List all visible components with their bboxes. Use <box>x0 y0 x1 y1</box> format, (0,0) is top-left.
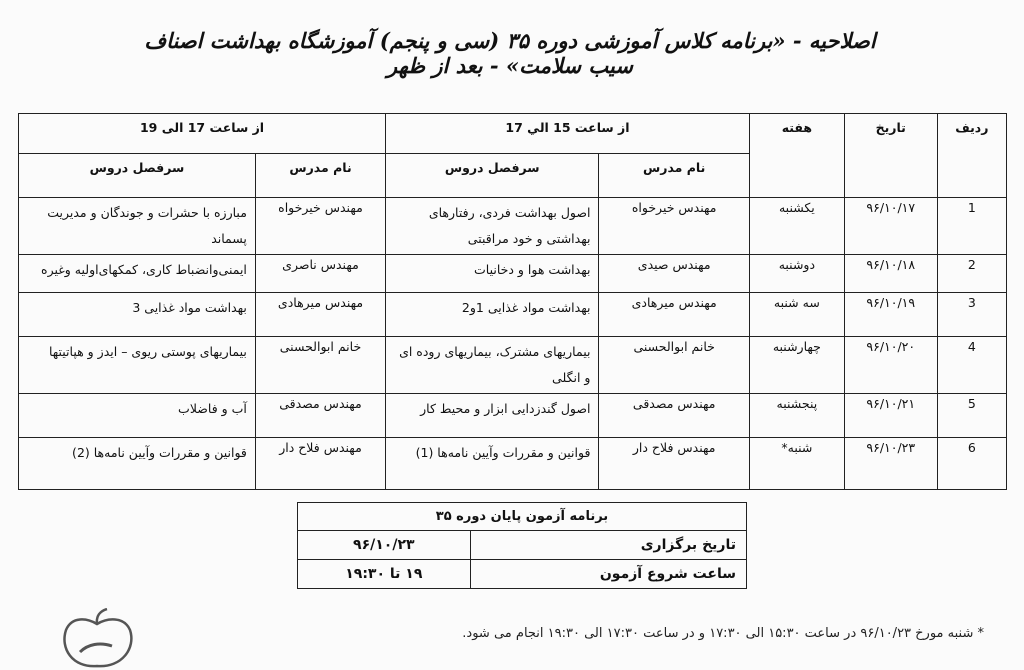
exam-table <box>297 502 747 589</box>
row-date: ۹۶/۱۰/۲۰ <box>844 337 937 394</box>
table-row <box>19 394 1007 438</box>
row-day: سه شنبه <box>749 293 844 337</box>
row-teacher-2: خانم ابوالحسنی <box>255 337 385 394</box>
row-day: دوشنبه <box>749 255 844 293</box>
row-date: ۹۶/۱۰/۲۳ <box>844 438 937 490</box>
header-teacher-1: نام مدرس <box>599 154 749 198</box>
header-lessons-2: سرفصل دروس <box>19 154 256 198</box>
row-teacher-2: مهندس میرهادی <box>255 293 385 337</box>
row-no: 1 <box>937 198 1006 255</box>
row-day: چهارشنبه <box>749 337 844 394</box>
header-session1: از ساعت 15 الي 17 <box>386 114 750 154</box>
row-lesson-2: قوانین و مقررات وآیین نامه‌ها (2) <box>19 438 256 490</box>
header-row-1 <box>19 114 1007 154</box>
row-no: 6 <box>937 438 1006 490</box>
row-lesson-1: بهداشت هوا و دخانیات <box>386 255 599 293</box>
header-teacher-2: نام مدرس <box>255 154 385 198</box>
row-lesson-2: بیماریهای پوستی ریوی – ایدز و هپاتیتها <box>19 337 256 394</box>
row-teacher-1: مهندس خیرخواه <box>599 198 749 255</box>
header-day: هفته <box>749 114 844 198</box>
exam-title: برنامه آزمون پایان دوره ۳۵ <box>298 503 747 531</box>
table-row <box>19 198 1007 255</box>
row-lesson-2: بهداشت مواد غذایی 3 <box>19 293 256 337</box>
page-title: اصلاحیه - «برنامه کلاس آموزشی دوره ۳۵ (سی و پنجم) آموزشگاه بهداشت اصناف سیب سلامت» - بعد از ظهر <box>144 28 876 78</box>
header-row-no: ردیف <box>937 114 1006 198</box>
row-no: 3 <box>937 293 1006 337</box>
table-row <box>19 337 1007 394</box>
header-session2: از ساعت 17 الی 19 <box>19 114 386 154</box>
row-date: ۹۶/۱۰/۱۷ <box>844 198 937 255</box>
row-lesson-1: قوانین و مقررات وآیین نامه‌ها (1) <box>386 438 599 490</box>
exam-date-value: ۹۶/۱۰/۲۳ <box>298 531 471 560</box>
table-row <box>19 255 1007 293</box>
exam-date-label: تاریخ برگزاری <box>470 531 746 560</box>
row-date: ۹۶/۱۰/۲۱ <box>844 394 937 438</box>
row-teacher-1: مهندس فلاح دار <box>599 438 749 490</box>
apple-logo-icon <box>52 608 142 670</box>
row-lesson-2: ایمنی‌وانضباط کاری، کمکهای‌اولیه وغیره <box>19 255 256 293</box>
row-teacher-1: مهندس صیدی <box>599 255 749 293</box>
row-teacher-1: مهندس مصدقی <box>599 394 749 438</box>
row-teacher-1: خانم ابوالحسنی <box>599 337 749 394</box>
row-lesson-1: اصول گندزدایی ابزار و محیط کار <box>386 394 599 438</box>
header-lessons-1: سرفصل دروس <box>386 154 599 198</box>
row-lesson-1: اصول بهداشت فردی، رفتارهای بهداشتی و خود مراقبتی <box>386 198 599 255</box>
row-date: ۹۶/۱۰/۱۹ <box>844 293 937 337</box>
row-teacher-2: مهندس مصدقی <box>255 394 385 438</box>
row-lesson-2: آب و فاضلاب <box>19 394 256 438</box>
row-day: شنبه* <box>749 438 844 490</box>
row-teacher-1: مهندس میرهادی <box>599 293 749 337</box>
row-no: 5 <box>937 394 1006 438</box>
row-date: ۹۶/۱۰/۱۸ <box>844 255 937 293</box>
row-lesson-1: بهداشت مواد غذایی 1و2 <box>386 293 599 337</box>
row-lesson-1: بیماریهای مشترک، بیماریهای روده ای و انگلی <box>386 337 599 394</box>
exam-time-value: ۱۹ تا ۱۹:۳۰ <box>298 560 471 589</box>
footnote: * شنبه مورخ ۹۶/۱۰/۲۳ در ساعت ۱۵:۳۰ الی ۱۷:۳۰ و در ساعت ۱۷:۳۰ الی ۱۹:۳۰ انجام می شود. <box>462 626 984 641</box>
header-date: تاریخ <box>844 114 937 198</box>
table-row <box>19 438 1007 490</box>
table-row <box>19 293 1007 337</box>
row-lesson-2: مبارزه با حشرات و جوندگان و مدیریت پسماند <box>19 198 256 255</box>
row-no: 4 <box>937 337 1006 394</box>
exam-time-label: ساعت شروع آزمون <box>470 560 746 589</box>
row-teacher-2: مهندس خیرخواه <box>255 198 385 255</box>
row-no: 2 <box>937 255 1006 293</box>
row-teacher-2: مهندس فلاح دار <box>255 438 385 490</box>
row-day: یکشنبه <box>749 198 844 255</box>
row-teacher-2: مهندس ناصری <box>255 255 385 293</box>
schedule-table <box>18 113 1007 490</box>
row-day: پنجشنبه <box>749 394 844 438</box>
